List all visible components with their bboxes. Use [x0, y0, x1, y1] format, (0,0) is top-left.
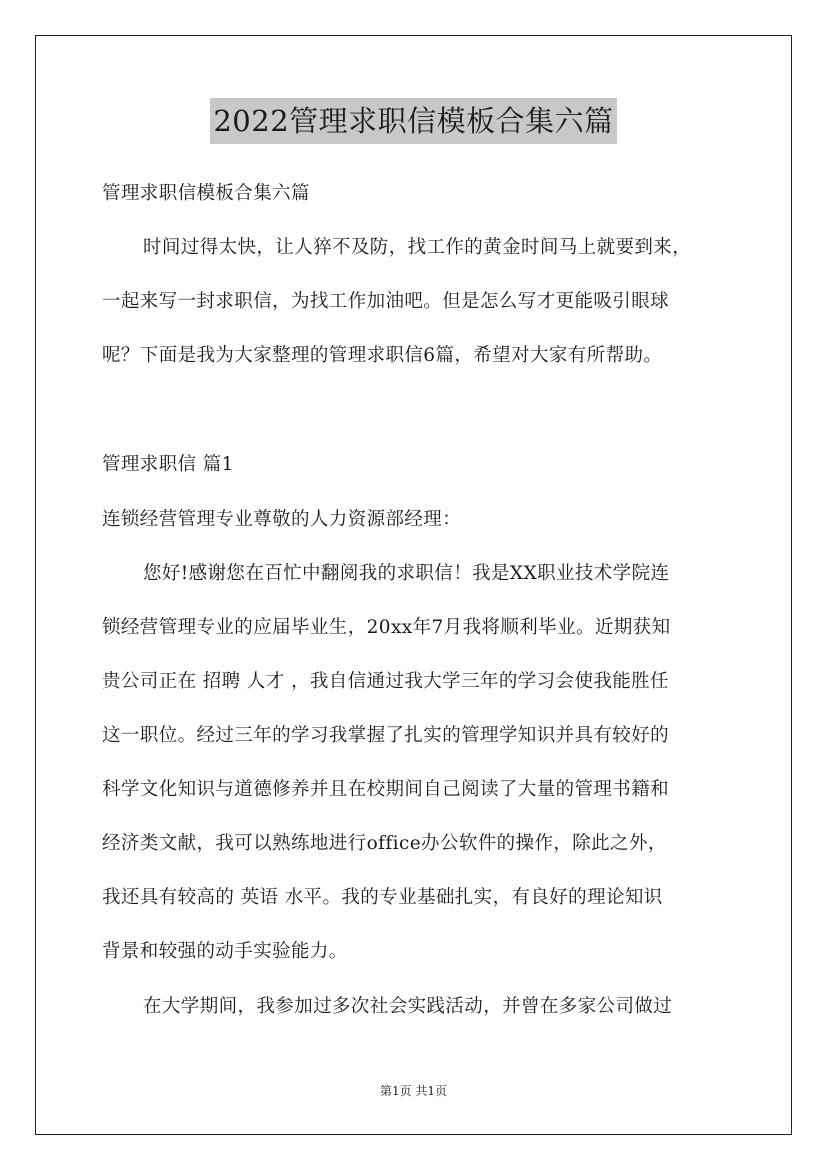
section-heading: 管理求职信 篇1 [102, 454, 234, 475]
body-para2-line-1: 在大学期间，我参加过多次社会实践活动，并曾在多家公司做过 [143, 996, 673, 1017]
body-line-5: 科学文化知识与道德修养并且在校期间自己阅读了大量的管理书籍和 [102, 779, 670, 800]
body-line-2: 锁经营管理专业的应届毕业生，20xx年7月我将顺利毕业。近期获知 [102, 617, 671, 638]
body-line-4: 这一职位。经过三年的学习我掌握了扎实的管理学知识并具有较好的 [102, 725, 670, 746]
body-line-8: 背景和较强的动手实验能力。 [102, 941, 348, 962]
body-line-7: 我还具有较高的 英语 水平。我的专业基础扎实，有良好的理论知识 [102, 887, 663, 908]
body-line-1: 您好!感谢您在百忙中翻阅我的求职信！我是XX职业技术学院连 [143, 563, 670, 584]
title-container [0, 98, 827, 144]
body-line-3: 贵公司正在 招聘 人才 ，我自信通过我大学三年的学习会使我能胜任 [102, 671, 669, 692]
intro-line-2: 一起来写一封求职信，为找工作加油吧。但是怎么写才更能吸引眼球 [102, 291, 670, 312]
subtitle: 管理求职信模板合集六篇 [102, 183, 310, 204]
page-footer: 第1页 共1页 [379, 1084, 448, 1098]
salutation: 连锁经营管理专业尊敬的人力资源部经理： [102, 509, 462, 530]
intro-line-1: 时间过得太快，让人猝不及防，找工作的黄金时间马上就要到来， [143, 237, 692, 258]
document-title: 2022管理求职信模板合集六篇 [210, 98, 616, 144]
intro-line-3: 呢？下面是我为大家整理的管理求职信6篇，希望对大家有所帮助。 [102, 345, 663, 366]
body-line-6: 经济类文献，我可以熟练地进行office办公软件的操作，除此之外， [102, 833, 667, 854]
